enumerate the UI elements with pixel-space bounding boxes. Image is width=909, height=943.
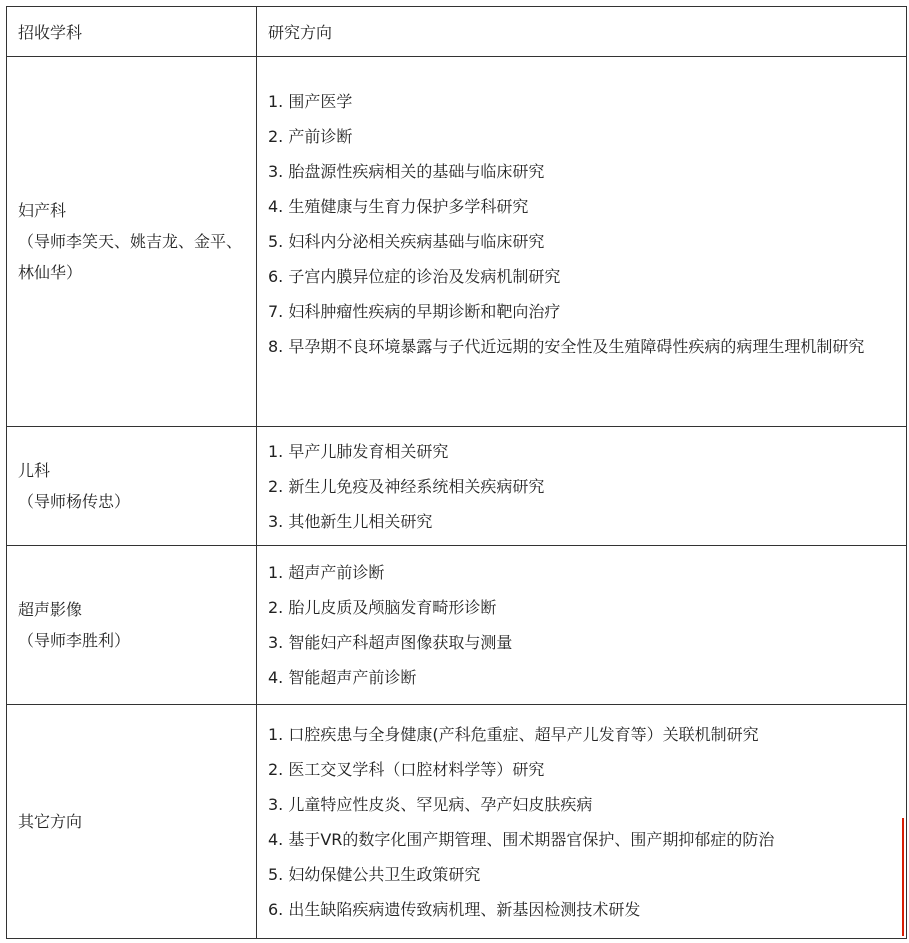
table-row: [7, 427, 907, 546]
direction-list: [268, 555, 906, 695]
direction-item: 3. 儿童特应性皮炎、罕见病、孕产妇皮肤疾病: [268, 794, 593, 814]
direction-item: 3. 其他新生儿相关研究: [268, 511, 433, 531]
direction-item: 5. 妇科内分泌相关疾病基础与临床研究: [268, 232, 545, 251]
direction-item: 4. 生殖健康与生育力保护多学科研究: [268, 197, 529, 216]
direction-list: [268, 434, 906, 539]
direction-item: 2. 产前诊断: [268, 127, 353, 146]
table-row: [7, 546, 907, 705]
table-row: [7, 705, 907, 939]
subject-name: 儿科: [18, 461, 51, 480]
subject-name: 超声影像: [18, 600, 83, 619]
recruitment-table: [6, 6, 907, 939]
direction-item: 7. 妇科肿瘤性疾病的早期诊断和靶向治疗: [268, 302, 561, 321]
direction-item: 2. 新生儿免疫及神经系统相关疾病研究: [268, 476, 545, 496]
direction-item: 6. 子宫内膜异位症的诊治及发病机制研究: [268, 267, 561, 286]
header-subject: 招收学科: [7, 7, 257, 57]
subject-mentors: （导师李胜利）: [18, 631, 131, 650]
directions-cell: [257, 57, 907, 427]
subject-mentors: （导师杨传忠）: [18, 492, 131, 511]
direction-item: 1. 早产儿肺发育相关研究: [268, 441, 449, 461]
direction-item: 5. 妇幼保健公共卫生政策研究: [268, 864, 481, 884]
direction-item: 3. 胎盘源性疾病相关的基础与临床研究: [268, 162, 545, 181]
directions-cell: [257, 705, 907, 939]
direction-item: 3. 智能妇产科超声图像获取与测量: [268, 633, 513, 652]
direction-item: 4. 智能超声产前诊断: [268, 668, 417, 687]
table-row: [7, 57, 907, 427]
direction-item: 2. 胎儿皮质及颅脑发育畸形诊断: [268, 598, 497, 617]
subject-name: 妇产科: [18, 201, 67, 220]
subject-name: 其它方向: [18, 812, 83, 831]
direction-item: 4. 基于VR的数字化围产期管理、围术期器官保护、围产期抑郁症的防治: [268, 829, 775, 849]
direction-item: 1. 围产医学: [268, 92, 353, 111]
direction-list: [268, 84, 906, 399]
header-direction: 研究方向: [257, 7, 907, 57]
direction-item: 1. 超声产前诊断: [268, 563, 385, 582]
subject-cell: [7, 546, 257, 705]
table-header-row: [7, 7, 907, 57]
directions-cell: [257, 546, 907, 705]
direction-item: 8. 早孕期不良环境暴露与子代近远期的安全性及生殖障碍性疾病的病理生理机制研究: [268, 337, 865, 356]
direction-list: [268, 717, 906, 927]
scroll-indicator: [902, 818, 904, 936]
subject-cell: [7, 427, 257, 546]
direction-item: 2. 医工交叉学科（口腔材料学等）研究: [268, 759, 545, 779]
subject-cell: [7, 57, 257, 427]
direction-item: 1. 口腔疾患与全身健康(产科危重症、超早产儿发育等）关联机制研究: [268, 724, 759, 744]
subject-cell: [7, 705, 257, 939]
direction-item: 6. 出生缺陷疾病遗传致病机理、新基因检测技术研发: [268, 899, 641, 919]
subject-mentors: （导师李笑天、姚吉龙、金平、林仙华）: [18, 232, 243, 282]
directions-cell: [257, 427, 907, 546]
